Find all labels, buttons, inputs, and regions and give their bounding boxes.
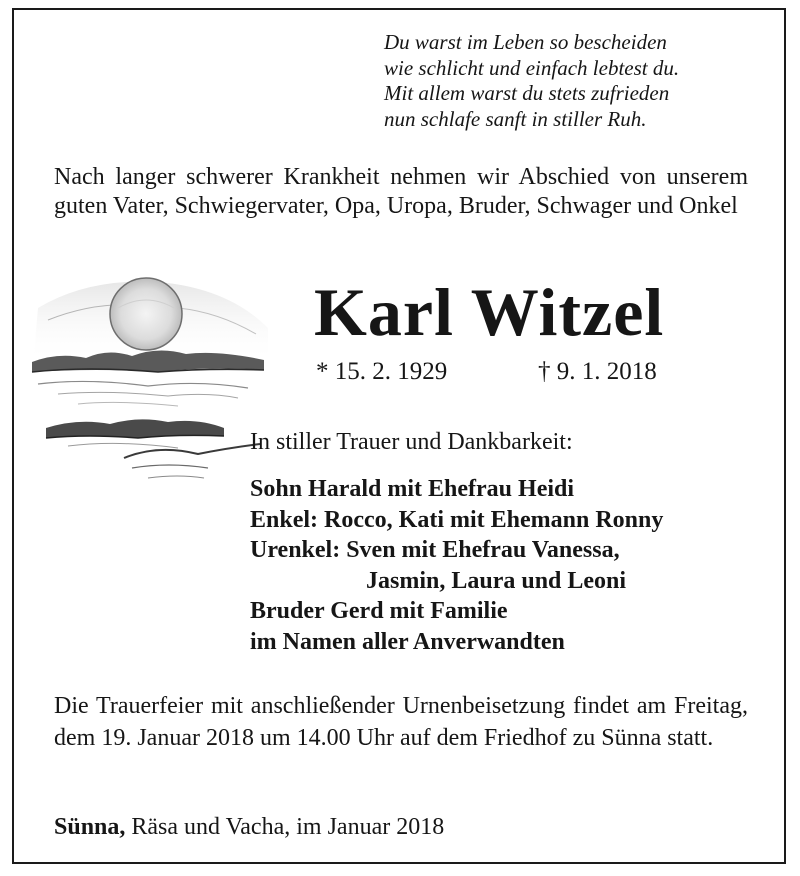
signature-place: Sünna,	[54, 814, 126, 840]
intro-text: Nach langer schwerer Krankheit nehmen wir Abschied von unserem guten Vater, Schwiegervater, Opa, Uropa, Bruder, Schwager und Onkel	[54, 164, 748, 219]
family-member: Jasmin, Laura und Leoni	[366, 567, 627, 594]
mourning-line: In stiller Trauer und Dankbarkeit:	[250, 429, 573, 455]
death-date: † 9. 1. 2018	[538, 358, 657, 385]
sunset-sea-illustration	[28, 268, 278, 488]
family-member: Sohn Harald mit Ehefrau Heidi	[250, 476, 575, 502]
family-member: im Namen aller Anverwandten	[250, 628, 565, 655]
family-member: Bruder Gerd mit Familie	[250, 598, 508, 624]
funeral-notice: Die Trauerfeier mit anschließender Urnenbeisetzung findet am Freitag, dem 19. Januar 2018 um 14.00 Uhr auf dem Friedhof zu Sünna statt.	[54, 693, 748, 751]
deceased-name: Karl Witzel	[314, 274, 665, 350]
signature-line	[54, 813, 444, 842]
family-list	[250, 474, 663, 657]
birth-date: * 15. 2. 1929	[316, 358, 448, 385]
memorial-poem: Du warst im Leben so bescheiden wie schlicht und einfach lebtest du. Mit allem warst du stets zufrieden nun schlafe sanft in stiller Ruh.	[384, 30, 680, 131]
signature-rest: Räsa und Vacha, im Januar 2018	[125, 814, 445, 840]
family-member: Urenkel: Sven mit Ehefrau Vanessa,	[250, 537, 620, 563]
family-member: Enkel: Rocco, Kati mit Ehemann Ronny	[250, 506, 664, 533]
